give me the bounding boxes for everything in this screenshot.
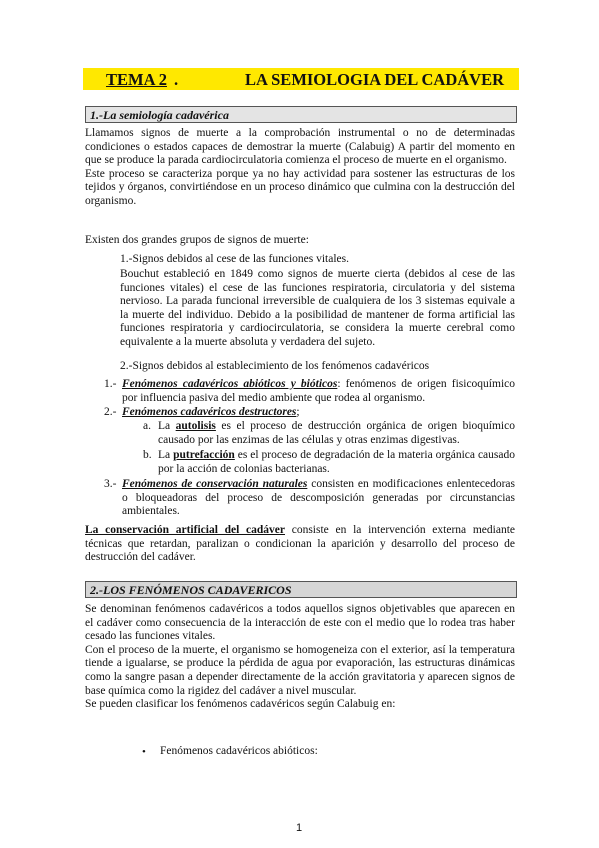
list-number: 1.- xyxy=(104,378,117,390)
list-number: 3.- xyxy=(104,478,117,490)
section-heading-1: 1.-La semiología cadavérica xyxy=(85,106,517,123)
list-item: Fenómenos de conservación naturales consisten en modificaciones enlentecedoras o bloqueadoras del proceso de descomposición generadas por circunstancias ambientales. xyxy=(122,478,515,518)
paragraph: Llamamos signos de muerte a la comprobación instrumental o no de determinadas condiciones o estados capaces de demostrar la muerte (Calabuig) A partir del momento en que se produce la parada cardiocirculatoria comienza el proceso de muerte en el organismo. Este proceso se caracteriza porque ya no hay actividad para sostener las estructuras de los tejidos y órganos, convirtiéndose en un proceso dinámico que culmina con la destrucción del organismo. xyxy=(85,127,515,207)
group-title: 1.-Signos debidos al cese de las funciones vitales. xyxy=(120,253,349,265)
bullet-icon: • xyxy=(142,746,146,758)
list-item: Fenómenos cadavéricos destructores; xyxy=(122,406,300,418)
title-bar xyxy=(83,68,519,90)
sublist-letter: a. xyxy=(143,420,151,432)
sublist-item: La putrefacción es el proceso de degradación de la materia orgánica causado por la acción de colonias bacterianas. xyxy=(158,449,515,475)
title-heading: LA SEMIOLOGIA DEL CADÁVER xyxy=(245,70,505,89)
title-topic: TEMA 2 xyxy=(106,70,167,89)
paragraph: Existen dos grandes grupos de signos de muerte: xyxy=(85,234,309,246)
list-item: Fenómenos cadavéricos abióticos y bióticos: fenómenos de origen fisicoquímico por influencia pasiva del medio ambiente que rodea al organismo. xyxy=(122,378,515,404)
group-title: 2.-Signos debidos al establecimiento de los fenómenos cadavéricos xyxy=(120,360,430,372)
paragraph: Se denominan fenómenos cadavéricos a todos aquellos signos objetivables que aparecen en el cadáver como consecuencia de la interacción de este con el medio que lo rodea tras haber cesado las funciones vitales. Con el proceso de la muerte, el organismo se homogeneiza con el exterior, así la temperatura tiende a igualarse, se produce la pérdida de agua por evaporación, las estructuras dinámicas como la sangre pasan a depender directamente de la acción gravitatoria y aparecen signos de base química como la rigidez del cadáver a nivel muscular. Se pueden clasificar los fenómenos cadavéricos según Calabuig en: xyxy=(85,603,515,711)
page-number: 1 xyxy=(296,822,303,834)
title-topic-dot: . xyxy=(174,70,179,89)
paragraph: La conservación artificial del cadáver consiste en la intervención externa mediante técnicas que retardan, paralizan o condicionan la aparición y desarrollo del proceso de destrucción del cadáver. xyxy=(85,524,515,564)
sublist-letter: b. xyxy=(143,449,152,461)
paragraph: Bouchut estableció en 1849 como signos de muerte cierta (debidos al cese de las funciones vitales) el cese de las funciones respiratoria, circulatoria y del sistema nervioso. La parada funcional irreversible de cualquiera de los 3 sistemas equivale a la muerte del individuo. Debido a la posibilidad de mantener de forma artificial las funciones respiratoria y cardiocirculatoria, se considera la muerte cerebral como equivalente a la muerte absoluta y verdadera del sujeto. xyxy=(120,268,515,348)
sublist-item: La autolisis es el proceso de destrucción orgánica de origen bioquímico causado por las enzimas de las células y otras enzimas digestivas. xyxy=(158,420,515,446)
bullet-item: Fenómenos cadavéricos abióticos: xyxy=(160,745,318,757)
list-number: 2.- xyxy=(104,406,117,418)
section-heading-2: 2.-LOS FENÓMENOS CADAVERICOS xyxy=(85,581,517,598)
